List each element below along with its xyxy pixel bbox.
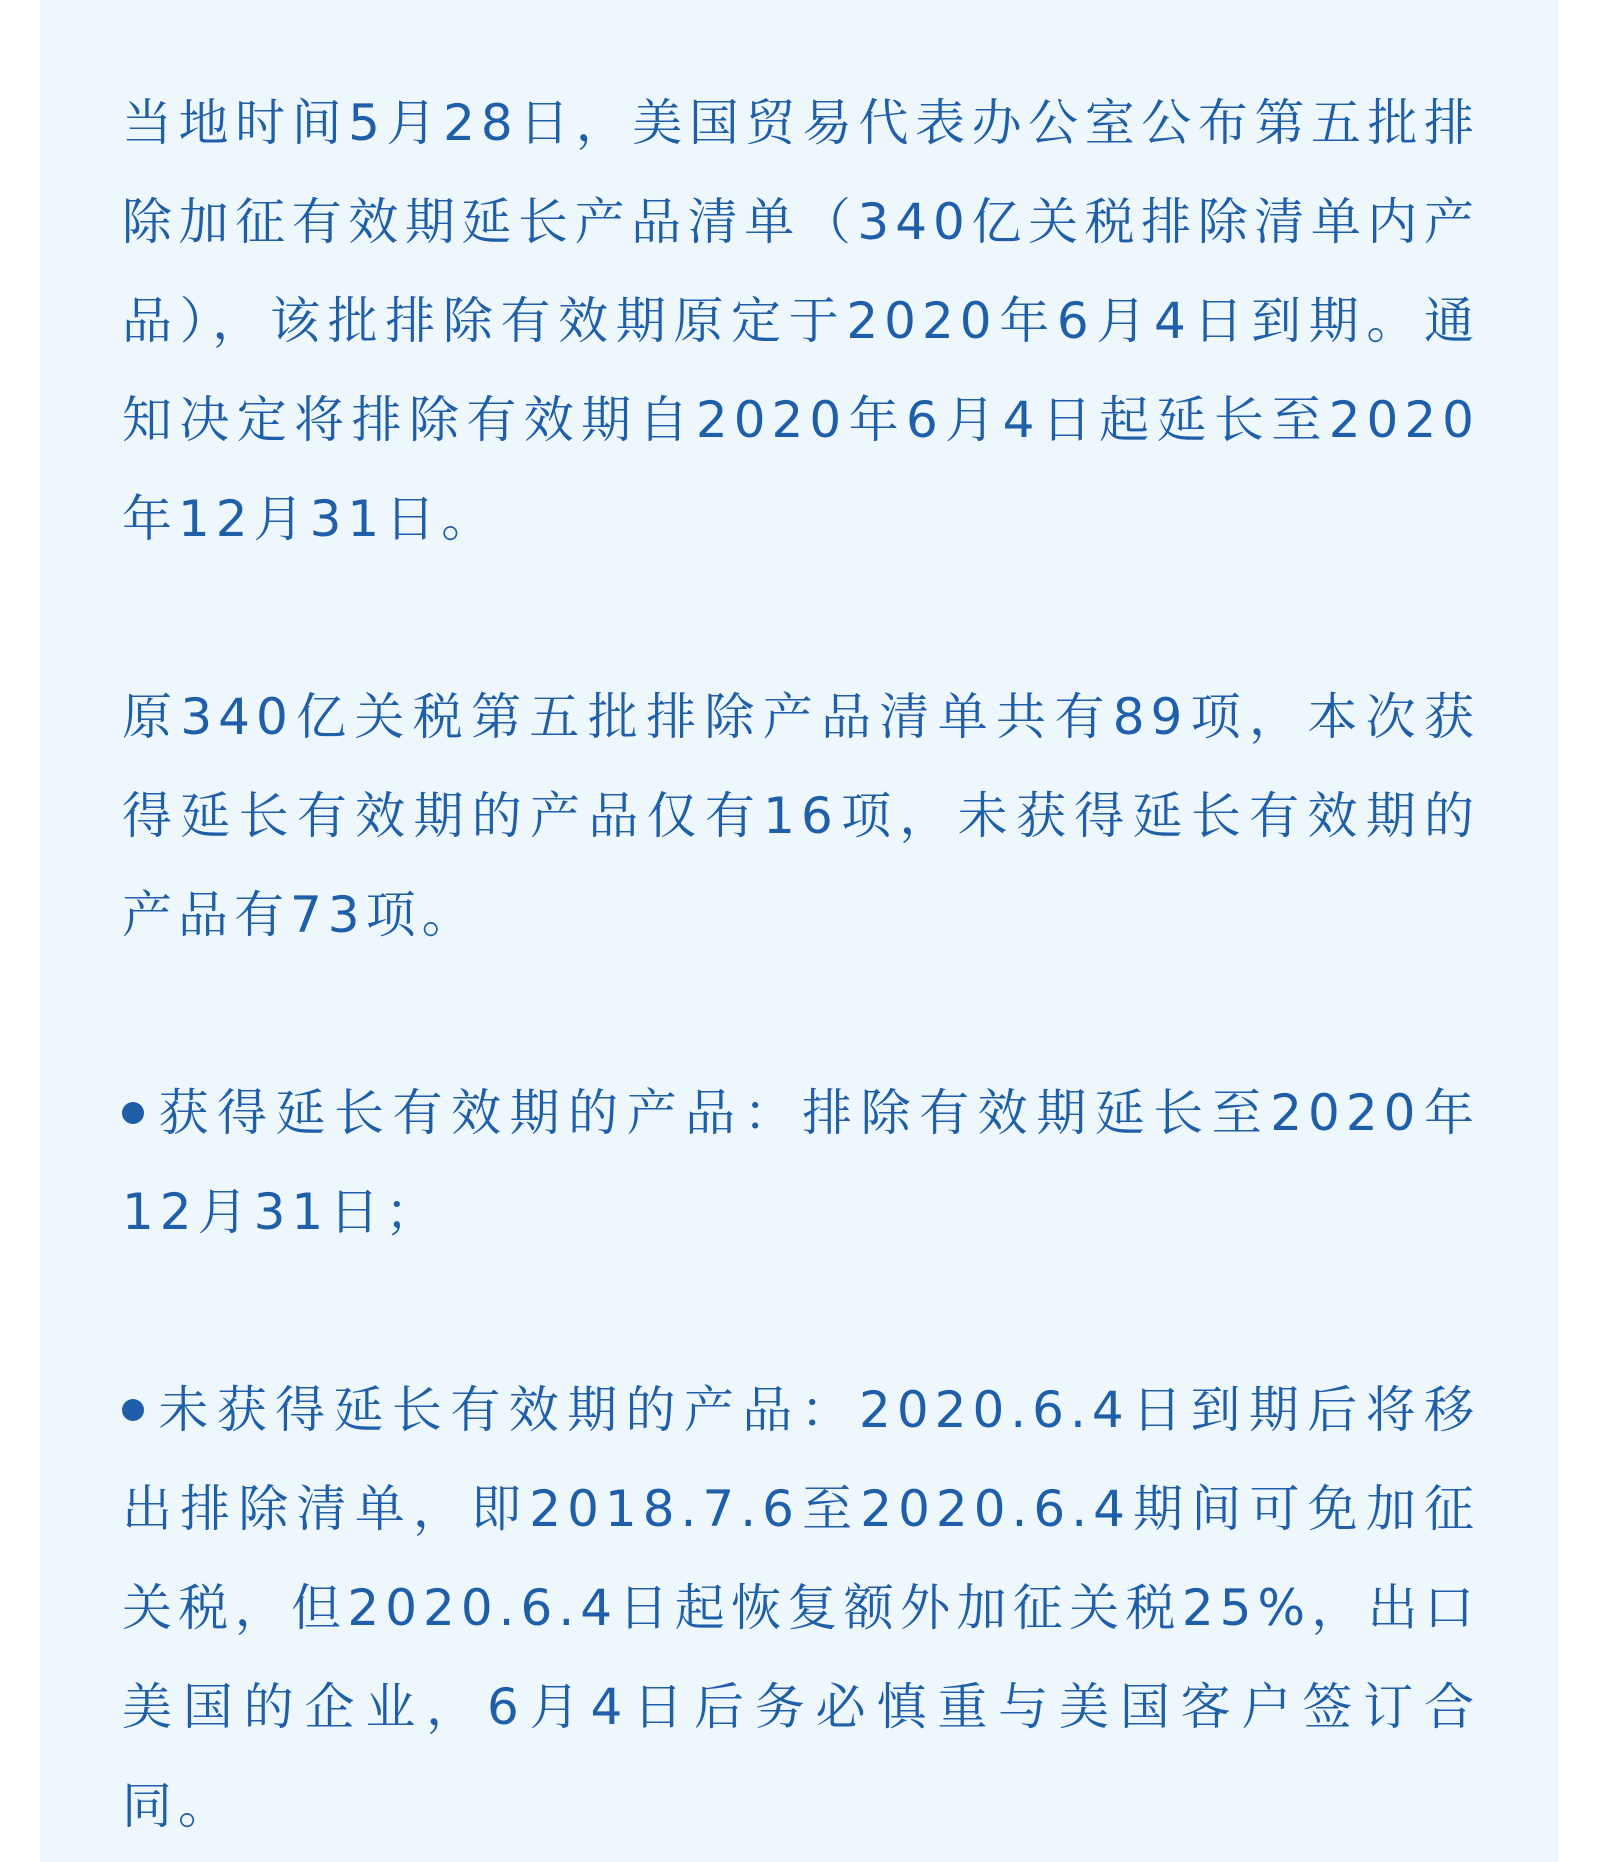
article-body bbox=[122, 74, 1480, 1856]
bullet-dot-icon bbox=[122, 1102, 144, 1124]
bullet-text: 未获得延长有效期的产品：2020.6.4日到期后将移出排除清单，即2018.7.6至2020.6.4期间可免加征关税，但2020.6.4日起恢复额外加征关税25%，出口美国的企业，6月4日后务必慎重与美国客户签订合同。 bbox=[122, 1381, 1480, 1835]
bullet-dot-icon bbox=[122, 1399, 144, 1421]
bullet-text: 获得延长有效期的产品：排除有效期延长至2020年12月31日； bbox=[122, 1084, 1480, 1241]
bullet-not-extended-products bbox=[122, 1361, 1480, 1856]
bullet-extended-products bbox=[122, 1064, 1480, 1262]
article-page bbox=[40, 0, 1558, 1862]
paragraph-announcement: 当地时间5月28日，美国贸易代表办公室公布第五批排除加征有效期延长产品清单（340亿关税排除清单内产品），该批排除有效期原定于2020年6月4日到期。通知决定将排除有效期自2020年6月4日起延长至2020年12月31日。 bbox=[122, 94, 1480, 548]
paragraph-summary: 原340亿关税第五批排除产品清单共有89项，本次获得延长有效期的产品仅有16项，未获得延长有效期的产品有73项。 bbox=[122, 688, 1480, 944]
